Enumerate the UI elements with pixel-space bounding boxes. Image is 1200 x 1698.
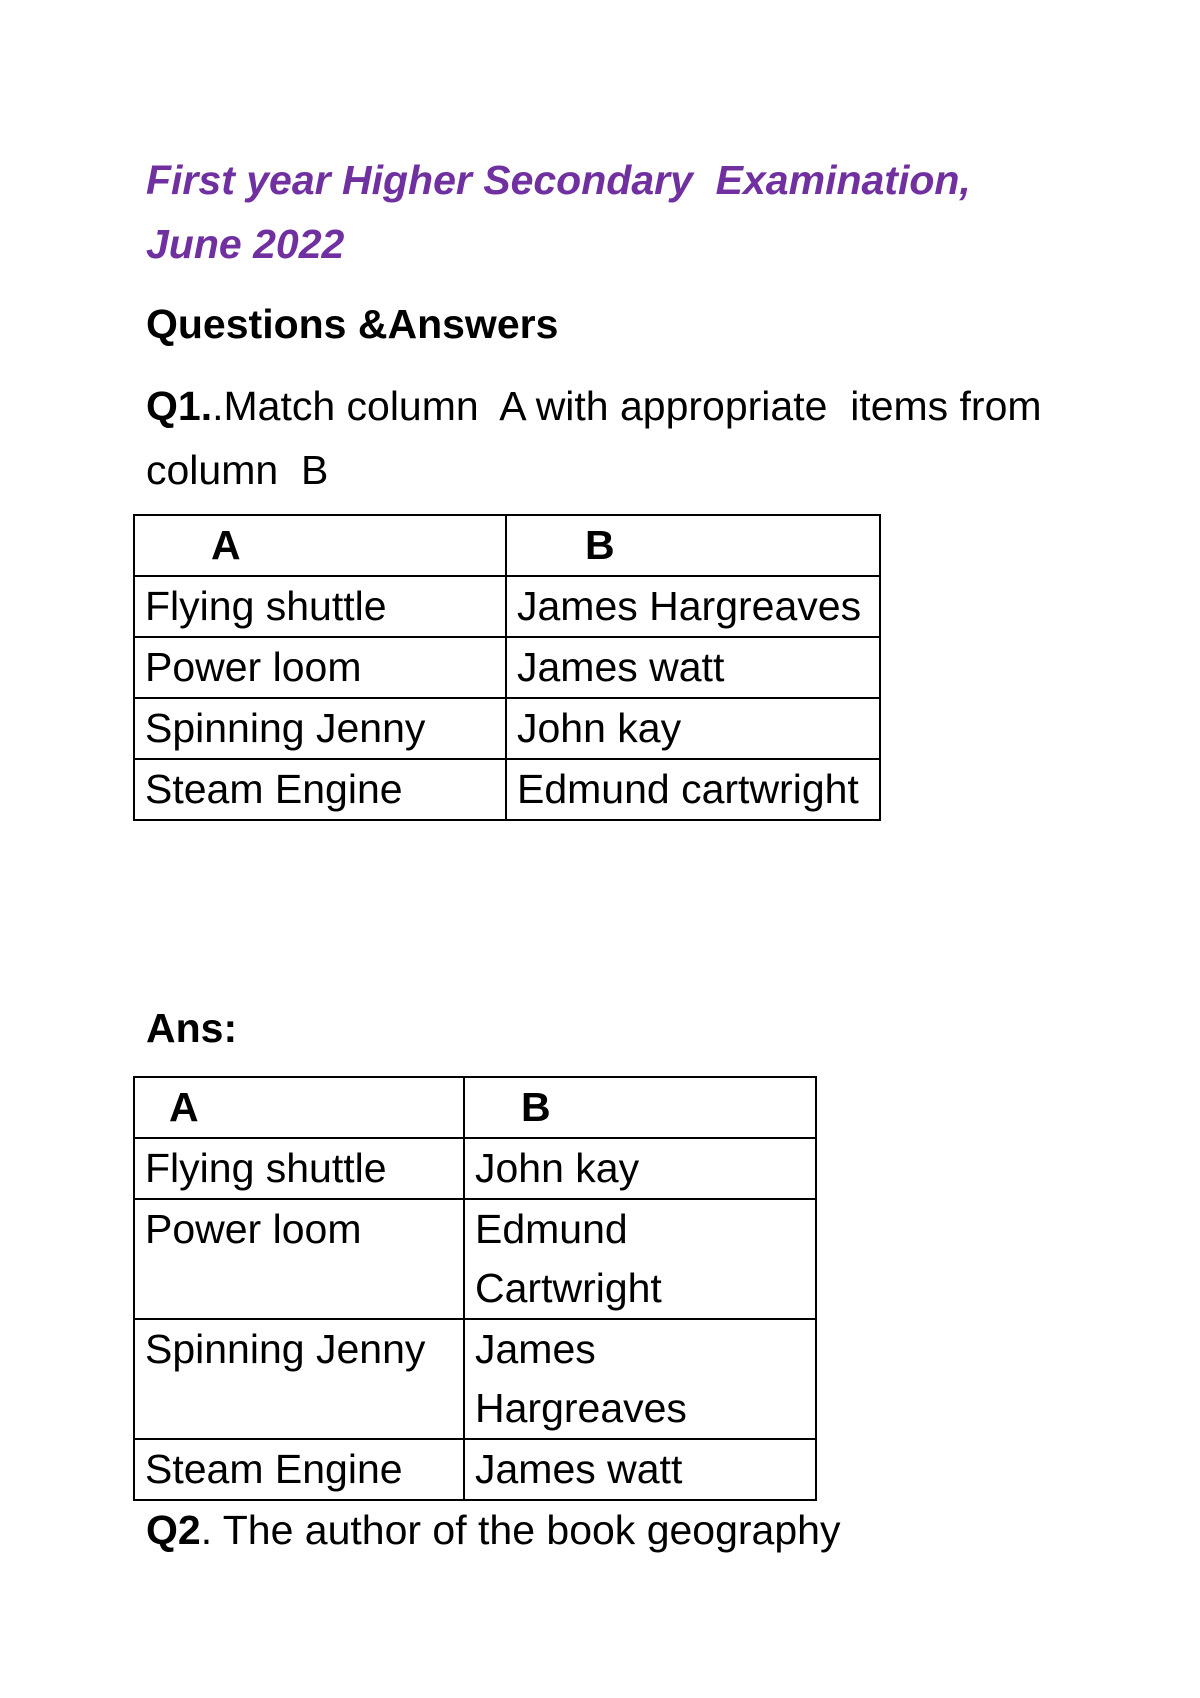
table-row <box>134 759 880 820</box>
question-number: Q2 <box>146 1507 201 1553</box>
section-heading: Questions &Answers <box>146 301 559 347</box>
column-a-header: A <box>134 1077 464 1138</box>
answer-label: Ans: <box>146 1005 238 1051</box>
question-2 <box>146 1498 1096 1562</box>
table-cell: Spinning Jenny <box>134 698 506 759</box>
question-number: Q1. <box>146 383 213 429</box>
table-cell: Steam Engine <box>134 1439 464 1500</box>
table-cell: Edmund cartwright <box>506 759 880 820</box>
table-cell: John kay <box>506 698 880 759</box>
question-table <box>133 514 881 821</box>
column-b-header: B <box>464 1077 816 1138</box>
table-row <box>134 576 880 637</box>
table-cell: John kay <box>464 1138 816 1199</box>
table-row <box>134 637 880 698</box>
column-a-header: A <box>134 515 506 576</box>
column-b-header: B <box>506 515 880 576</box>
table-cell: Power loom <box>134 637 506 698</box>
table-cell: James Hargreaves <box>464 1319 816 1439</box>
table-header-row <box>134 515 880 576</box>
table-cell: Spinning Jenny <box>134 1319 464 1439</box>
table-row <box>134 1439 816 1500</box>
table-header-row <box>134 1077 816 1138</box>
table-cell: Steam Engine <box>134 759 506 820</box>
question-1 <box>146 374 1076 502</box>
table-row <box>134 1319 816 1439</box>
table-cell: Power loom <box>134 1199 464 1319</box>
table-cell: Flying shuttle <box>134 576 506 637</box>
table-cell: James Hargreaves <box>506 576 880 637</box>
table-cell: James watt <box>464 1439 816 1500</box>
question-text: . The author of the book geography <box>200 1507 841 1553</box>
question-text: .Match column A with appropriate items from column B <box>146 383 1053 493</box>
table-row <box>134 1138 816 1199</box>
table-cell: Edmund Cartwright <box>464 1199 816 1319</box>
answer-table <box>133 1076 817 1501</box>
exam-title: First year Higher Secondary Examination, June 2022 <box>146 157 983 267</box>
table-cell: James watt <box>506 637 880 698</box>
table-row <box>134 1199 816 1319</box>
table-cell: Flying shuttle <box>134 1138 464 1199</box>
table-row <box>134 698 880 759</box>
